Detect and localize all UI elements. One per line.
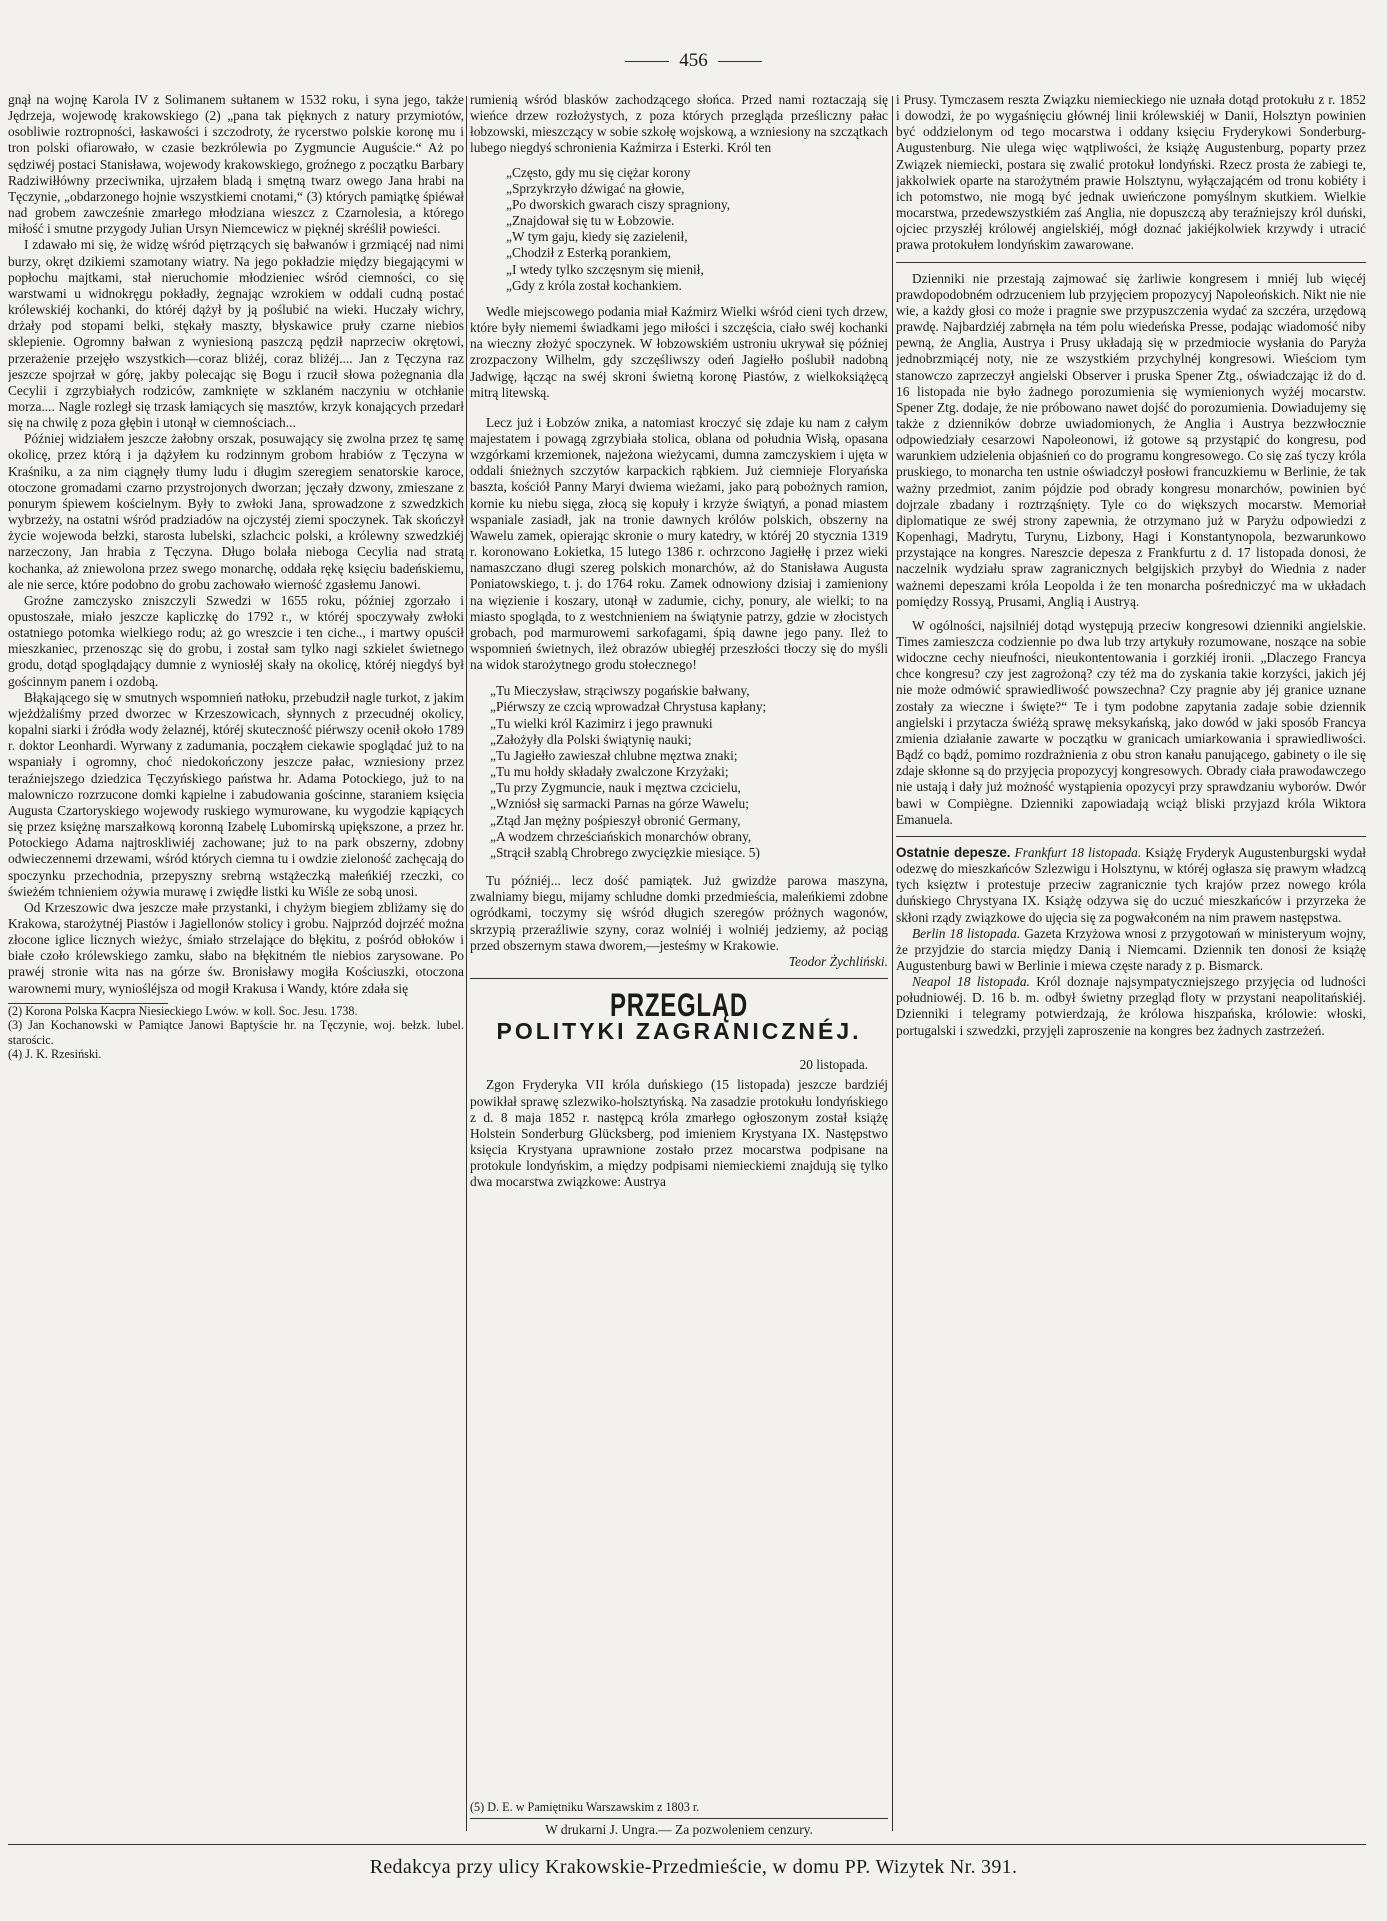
verse-line: „Tu Jagiełło zawieszał chlubne męztwa znaki; <box>490 747 738 763</box>
col1-paragraph-2: I zdawało mi się, że widzę wśród piętrzących się bałwanów i grzmiącéj nad nimi burzy, okręt dzikiemi szamotany wiatry. Na jego pokładzie między biegającymi w popłochu majtkami, stał nieruchomie młodzieniec wśród ciemności, co się warstwami u widnokręgu pokładły, żegnając wzrokiem w oddali cudną postać królewskiéj kochanki, do któréj dążył by ją poślubić na wieki. Huczały wichry, drżały pod stopami belki, stękały maszty, błyskawice pruły czarne niebios sklepienie. Ogromny bałwan z wyniesioną paszczą pędził naprzeciw okrętowi, przerażenie przejęło wszystkich—coraz bliżéj, coraz bliżéj.... Jan z Tęczyna raz jeszcze spojrzał w górę, jakby polecając się Bogu i rzucił słowa pożegnania dla Cecylii i zgrzybiałych rodziców, zamknięte w szklaném naczyniu w otchłanie morza.... Nagle rozległ się trzask łamiących się masztów, krzyk konających przedarł się na chwilę z poza głębin i utonął w ciemnościach... <box>8 237 464 431</box>
author-name: Teodor Żychliński. <box>788 953 888 969</box>
section-heading: PRZEGLĄD <box>610 986 748 1023</box>
dispatch-text: Król doznaje najsympatyczniejszego przyjęcia od ludności południowéj. D. 16 b. m. odbył świetny przegląd floty w przystani neapolitańskiéj. Dzienniki i telegramy potwierdzają, że królowa hiszpańska, królowie: włoski, portugalski i szwedzki, przyjęli zaproszenie na kongres bez żadnych zastrzeżeń. <box>896 974 1366 1038</box>
col3-paragraph-2: Dzienniki nie przestają zajmować się żarliwie kongresem i mniéj lub więcéj prawdopodobném odrzuceniem lub przyjęciem propozycyj Napoleońskich. Nikt nie nie wie, a każdy głosi co może i pragnie swe przypuszczenia wydać za szczéra, urzędową prawdę. Najbardziéj zabrnęła na tém polu wiedeńska Presse, podając wiadomość niby pewną, że Anglia, Austrya i Prusy układają się w przedmiocie wysłania do Paryża jednobrzmiącéj noty, nie ze wszystkiém przychylnéj kongresowi. Wieściom tym stanowczo zaprzeczył angielski Observer i pruska Spener Ztg., oświadczając iż do d. 16 listopada nie było żadnego porozumienia się wymienionych wyżéj mocarstw. Spener Ztg. dodaje, że nie próbowano nawet dojść do porozumienia. Dowiadujemy się także z dzienników dobrze uwiadomionych, że Anglia i Austrya bezzwłocznie odpowiedziały cesarzowi Napoleonowi, iż gotowe są przystąpić do kongresu, pod warunkiem udzielenia objaśnień co do programu kongresowego. Co się zaś tyczy króla pruskiego, to monarcha ten ustnie oświadczył posłowi francuzkiemu w Berlinie, że tak ważny przedmiot, zanim pójdzie pod obrady kongresu monarchów, powinien być dojrzale zbadany i roztrząśnięty. Tyle co do większych mocarstw. Memoriał diplomatique ze swéj strony zapewnia, że otrzymano już w Paryżu odpowiedzi z Kopenhagi, Madrytu, Turynu, Lizbony, Hagi i Konstantynopola, bezwarunkowo przystające na kongres. Nareszcie depesza z Frankfurtu z d. 17 listopada donosi, że naczelnik wydziału spraw zagranicznych belgijskich przybył do Wiednia z nader ważnemi depeszami króla Leopolda i że ten monarcha pośredniczyć ma w układach pomiędzy Rossyą, Prusami, Anglią i Austryą. <box>896 270 1366 609</box>
section-subheading: POLITYKI ZAGRANICZNÉJ. <box>496 1018 862 1045</box>
report-date: 20 listopada. <box>799 1057 868 1073</box>
dispatch-berlin <box>896 926 1366 974</box>
verse-line: „Sprzykrzyło dźwigać na głowie, <box>506 180 685 196</box>
rule-right <box>718 61 762 62</box>
dispatch-place: Neapol 18 listopada. <box>912 974 1030 990</box>
poem-lobzow <box>506 165 888 294</box>
verse-line: „Często, gdy mu się ciężar korony <box>506 164 691 180</box>
footnote-3: (3) Jan Kochanowski w Pamiątce Janowi Baptyście hr. na Tęczynie, woj. bełzk. lubel. starościc. <box>8 1018 464 1047</box>
dispatch-label: Ostatnie depesze. <box>896 844 1011 860</box>
footnote-2: (2) Korona Polska Kacpra Niesieckiego Lwów. w koll. Soc. Jesu. 1738. <box>8 1003 358 1018</box>
verse-line: „I wtedy tylko szczęsnym się mienił, <box>506 261 704 277</box>
col3-paragraph-1: i Prusy. Tymczasem reszta Związku niemieckiego nie uznała dotąd protokułu z r. 1852 i dowodzi, że po wygaśnięciu głównéj linii królewskiéj w Danii, Holsztyn powinien być oddzielonym od tego mocarstwa i oddany księciu Fryderykowi Sonderburg-Augustenburg. Nie ulega więc wątpliwości, że książę Augustenburg, poparty przez Związek niemiecki, postara się zwalić protokuł londyński. Rzecz prosta że zabiegi te, jakkolwiek oparte na starożytném prawie Holsztynu, wyłączającém od tronu kobiéty i ich potomstwo, nie mogą być jednak uwieńczone pomyślnym skutkiem. Wielkie mocarstwa, przedewszystkiém zaś Anglia, nie dopuszczą aby teraźniejszy król duński, ojciec przyszłéj królowéj angielskiéj, mógł doznać jakiéjkolwiek krzywdy i utracić prawa protokułem londyńskim zawarowane. <box>896 92 1366 253</box>
col2-paragraph-3: Lecz już i Łobzów znika, a natomiast kroczyć się zdaje ku nam z całym majestatem i powagą zgrzybiała stolica, oblana od południa Wisłą, opasana wzgórkami krzemionek, najeżona wieżycami, dumna zamczyskiem i ujęta w oddali śnieżnych szczytów karpackich rąbkiem. Już ciemnieje Floryańska baszta, kościół Panny Maryi dwiema wieżami, jako parą pobożnych ramion, kornie ku niebu sięga, złocą się kopuły i krzyże świątyń, a ponad miastem wspaniale zasiadł, jak na tronie dawnych królów polskich, obszerny na Wawelu zamek, opierając skronie o mury katedry, w któréj 20 stycznia 1319 r. koronowano Łokietka, 15 lutego 1386 r. ochrzcono Jagiełłę i przez wieki namaszczano długi szereg polskich monarchów, aż do Stanisława Augusta Poniatowskiego, t. j. do 1764 roku. Zamek odnowiony dzisiaj i zamieniony na więzienie i koszary, utonął w zadumie, cichy, ponury, ale wielki; to na miasto spogląda, to z westchnieniem na świątynie patrzy, gdzie w złocistych grobach, pod marmurowemi sarkofagami, śpią dawne jego pany. Ileż to wspomnień świetnych, ileż obrazów ubiegłéj przeszłości tłoczy się do myśli na widok starożytnego grodu stołecznego! <box>470 414 888 673</box>
verse-line: „Znajdował się tu w Łobzowie. <box>506 213 675 229</box>
dispatch-place: Frankfurt 18 listopada. <box>1014 844 1142 860</box>
col1-paragraph-6: Od Krzeszowic dwa jeszcze małe przystanki, i chyżym biegiem zbliżamy się do Krakowa, starożytnéj Piastów i Jagiellonów stolicy i grobu. Najprzód dojrzéć można złocone iglice licznych wieżyc, śmiało strzelające do błękitu, z pośród obłoków i białe czoło królewskiego zamku, słabo na błękitném tle niebios zarysowane. Po prawéj stronie wita nas na górze św. Bronisławy mogiła Kościuszki, otoczona warownemi mury, wyniośléjsza od mogił Krakusa i Wandy, które zdała się <box>8 899 464 996</box>
verse-line: „Tu mu hołdy składały zwalczone Krzyżaki; <box>490 764 729 780</box>
page-number <box>0 50 1387 72</box>
editorial-address: Redakcya przy ulicy Krakowskie-Przedmieście, w domu PP. Wizytek Nr. 391. <box>369 1856 1018 1878</box>
col3-rule <box>896 262 1366 263</box>
verse-line: „Założyły dla Polski świątynię nauki; <box>490 731 692 747</box>
column-divider-1 <box>466 96 467 1831</box>
printer-rule <box>470 1818 888 1819</box>
verse-line: „Po dworskich gwarach ciszy spragniony, <box>506 196 731 212</box>
verse-line: „Wzniósł się sarmacki Parnas na górze Wawelu; <box>490 796 749 812</box>
col3-paragraph-3: W ogólności, najsilniéj dotąd występują przeciw kongresowi dzienniki angielskie. Times zamieszcza codziennie po dwa lub trzy artykuły rozumowane, noszące na sobie widoczne cechy nieufności, nieukontentowania i gorzkiéj ironii. „Dlaczego Francya chce kongresu? czy jest zagrożoną? czy téż ma do zyskania takie korzyści, jakich jéj nie może odmówić sprawiedliwość powszechna? Czy pragnie aby jéj granice uznane zostały za wieczne i święte?“ Te i tym podobne zapytania zadaje sobie dziennik angielski i przytacza świéżą sprawę meksykańską, jako dowód w jaki sposób Francya zmienia działanie zawarte w początku w granicach umiarkowania i sprawiedliwości. Bądź co bądź, pomimo rozdrażnienia z obu stron kanału panującego, gabinety o ile się zdaje skłonne są do przyjęcia propozycyj kongresowych. Obrady ciała prawodawczego nie ustają i dały już możność wystąpienia opozycyi przy sprawdzaniu wyborów. Dwór bawi w Compiègne. Dzienniki zapowiadają wciąż bliski przyjazd króla Wiktora Emanuela. <box>896 617 1366 827</box>
verse-line: „Chodził z Esterką porankiem, <box>506 245 672 261</box>
verse-line: „Ztąd Jan mężny pośpieszył obronić Germany, <box>490 812 741 828</box>
verse-line: „Strącił szablą Chrobrego zwycięzkie miesiące. 5) <box>490 844 760 860</box>
col2-paragraph-4: Tu późniéj... lecz dość pamiątek. Już gwizdże parowa maszyna, zwalniamy biegu, mijamy schludne domki przedmieścia, maleńkiemi zdobne ogródkami, toczymy się wśród długich szeregów próżnych wagonów, skrzypią przeraźliwie szyny, coraz wolniéj i wolniéj jedziemy, aż pociąg przed obszernym stawa dworem,—jesteśmy w Krakowie. <box>470 873 888 953</box>
dispatch-place: Berlin 18 listopada. <box>912 925 1021 941</box>
author-signature <box>470 954 888 970</box>
dispatch-text: Książę Fryderyk Augustenburgski wydał odezwę do mieszkańców Szlezwigu i Holsztynu, w któréj ogłasza się prawym władzcą tych księztw i protestuje przeciw zagranicznie tych krajów przez nowego króla duńskiego Chrystyana IX. Książę odzywa się do uczuć mieszkańców i przyrzeka że skłoni rządy związkowe do ujęcia się za pogwałconém na nim prawem następstwa. <box>896 844 1366 925</box>
col2-paragraph-2: Wedle miejscowego podania miał Kaźmirz Wielki wśród cieni tych drzew, które były niememi świadkami jego miłości i szczęścia, ciało swéj kochanki na wieczny złożyć spoczynek. W łobzowskiém ustroniu ukrywał się później zrozpaczony Wilhelm, gdy szczęśliwszy odeń Jagiełło poślubił nadobną Jadwigę, łącząc na swéj skroni świetną koronę Piastów, z wielkoksiążęcą mitrą litewską. <box>470 303 888 400</box>
footnote-4: (4) J. K. Rzesiński. <box>8 1047 102 1062</box>
column-1 <box>8 92 464 1849</box>
col1-paragraph-5: Błąkającego się w smutnych wspomnień natłoku, przebudził nagle turkot, z jakim wjeżdżaliśmy przed dworzec w Krzeszowicach, słynnych z przecudnéj okolicy, kopalni siarki i źródła wody żelaznéj, któréj skuteczność piérwszy ocenił około 1789 r. doktor Leonhardi. Wyrwany z zadumania, począłem ciekawie spoglądać już to na wspaniały i ogromny, choć niedokończony jeszcze pałac, wzniesiony przez teraźniejszego dziedzica Tęczyńskiego państwa hr. Adama Potockiego, już to na malowniczo rozrzucone domki kąpielne i zabudowania gościnne, staraniem księcia Augusta Czartoryskiego wojewody ruskiego wymurowane, ku wygodzie kąpiących się przez księżnę marszałkową koronną Izabelę Lubomirską upiększone, a przez hr. Potockiego Adama najtroskliwiéj zachowane; już to na park obszerny, zdobny odwieczennemi drzewami, wśród których ciemna tu i owdzie zieloność zachęcają do spoczynku przechodnia, przepyszny srebrną wstążeczką małeńkiéj rzeczki, co świeżém tchnieniem ożywia murawę i zwiędłe listki ku Wiśle ze sobą unosi. <box>8 689 464 899</box>
footer-rule <box>8 1844 1366 1845</box>
col1-paragraph-3: Później widziałem jeszcze żałobny orszak, posuwający się zwolna przez tę samę okolicę, przez którą i ja dążyłem ku rodzinnym grobom hrabiów z Tęczyna w Kraśniku, a za nim ciągnęły tłumy ludu i długim szeregiem senatorskie karoce, otoczone gromadami czarno przystrojonych dworzan; jęczały dzwony, zmieszane z ponurym śpiewem kościelnym. Były to zwłoki Jana, sprowadzone z szwedzkich wybrzeży, na ostatni wśród pradziadów na ojczystéj ziemi spoczynek. Tak skończył życie wojewoda bełzki, starosta lubelski, szlachcic polski, a królewny szwedzkiéj narzeczony, Jan hrabia z Tęczyna. Długo bolała nieboga Cecylia nad stratą kochanka, aż zniewolona przez swego monarchę, oddała rękę księciu badeńskiemu, ale nie serce, które podobno do grobu zachowało wierność zgasłemu Janowi. <box>8 431 464 592</box>
col2-intro: rumienią wśród blasków zachodzącego słońca. Przed nami roztaczają się wieńce drzew rozłożystych, z poza których przegląda prześliczny pałac łobzowski, mieszczący w sobie szkołę wojskową, a wzniesiony na szczątkach lubego niegdyś schronienia Kaźmirza i Esterki. Król ten <box>470 92 888 156</box>
verse-line: „Piérwszy ze czcią wprowadzał Chrystusa kapłany; <box>490 699 767 715</box>
printer-imprint: W drukarni J. Ungra.— Za pozwoleniem cenzury. <box>545 1822 813 1837</box>
column-3 <box>896 92 1366 1849</box>
col1-paragraph-1: gnął na wojnę Karola IV z Solimanem sułtanem w 1532 roku, i syna jego, także Jędrzeja, wojewodę krakowskiego (2) „pana tak pięknych z natury przymiotów, osobliwie roztropności, łaskawości i szczodroty, że rycerstwo polskie koronę mu i tron polski ofiarowało, w czasie bezkrólewia po Zygmuncie Auguście.“ Aż po sędziwéj postaci Stanisława, wojewody krakowskiego, groźnego z początku Barbary Radziwiłłówny przeciwnika, ujrzałem bladą i smętną twarz owego Jana hrabi na Tęczynie, „obdarzonego hojnie wszystkiemi cnotami,“ (3) których pamiątkę śpiéwał nad grobem zawcześnie zmarłego młodziana wieszcz z Czarnolesia, a którego miłość i smutne przygody Julian Ursyn Niemcewicz w pięknéj skréślił powieści. <box>8 92 464 237</box>
verse-line: „Tu wielki król Kazimirz i jego prawnuki <box>490 715 713 731</box>
dispatch-neapol <box>896 974 1366 1039</box>
col1-paragraph-4: Groźne zamczysko zniszczyli Szwedzi w 1655 roku, później zgorzało i opustoszałe, miało jeszcze kapliczkę do 1792 r., w któréj spoczywały zwłoki ostatniego potomka wielkiego rodu; aż go wreszcie i ten ciche.., i martwy opuścił mieszkaniec, przenosząc się do grobu, i został sam tylko nagi szkielet świetnego grodu, dotąd spoglądający dumnie z wyniosłéj skały na okolicę, któréj niegdyś był gościnnym panem i ozdobą. <box>8 592 464 689</box>
verse-line: „W tym gaju, kiedy się zazielenił, <box>506 229 688 245</box>
verse-line: „A wodzem chrześciańskich monarchów obrany, <box>490 828 752 844</box>
col2-paragraph-5: Zgon Fryderyka VII króla duńskiego (15 listopada) jeszcze bardziéj powikłał sprawę szlezwiko-holsztyńską. Na zasadzie protokułu londyńskiego z d. 8 maja 1852 r. następcą króla zmarłego ogłoszonym został książę Holstein Sonderburg Glücksberg, pod imieniem Krystyana IX. Następstwo księcia Krystyana uprawnione zostało przez mocarstwa podpisane na protokule londyńskim, a między podpisami niemieckiemi znajdują się tylko dwa mocarstwa związkowe: Austrya <box>470 1077 888 1190</box>
dispatch-text: Gazeta Krzyżowa wnosi z przygotowań w ministeryum wojny, że przyjdzie do starcia między Danią i Niemcami. Dziennik ten donosi że książę Augustenburg bawi w Berlinie i miewa częste narady z p. Bismarck. <box>896 925 1366 973</box>
page-number-text: 456 <box>679 50 708 71</box>
rule-left <box>625 61 669 62</box>
verse-line: „Tu przy Zygmuncie, nauk i męztwa czcicielu, <box>490 780 741 796</box>
column-2 <box>470 92 888 1849</box>
dispatch-frankfurt <box>896 845 1366 926</box>
verse-line: „Gdy z króla został kochankiem. <box>506 277 682 293</box>
poem-wawel <box>490 683 888 861</box>
col3-rule-2 <box>896 836 1366 837</box>
section-rule <box>470 978 888 979</box>
verse-line: „Tu Mieczysław, strąciwszy pogańskie bałwany, <box>490 683 750 699</box>
footnote-5: (5) D. E. w Pamiętniku Warszawskim z 1803 r. <box>470 1800 700 1814</box>
column-divider-2 <box>892 96 893 1831</box>
